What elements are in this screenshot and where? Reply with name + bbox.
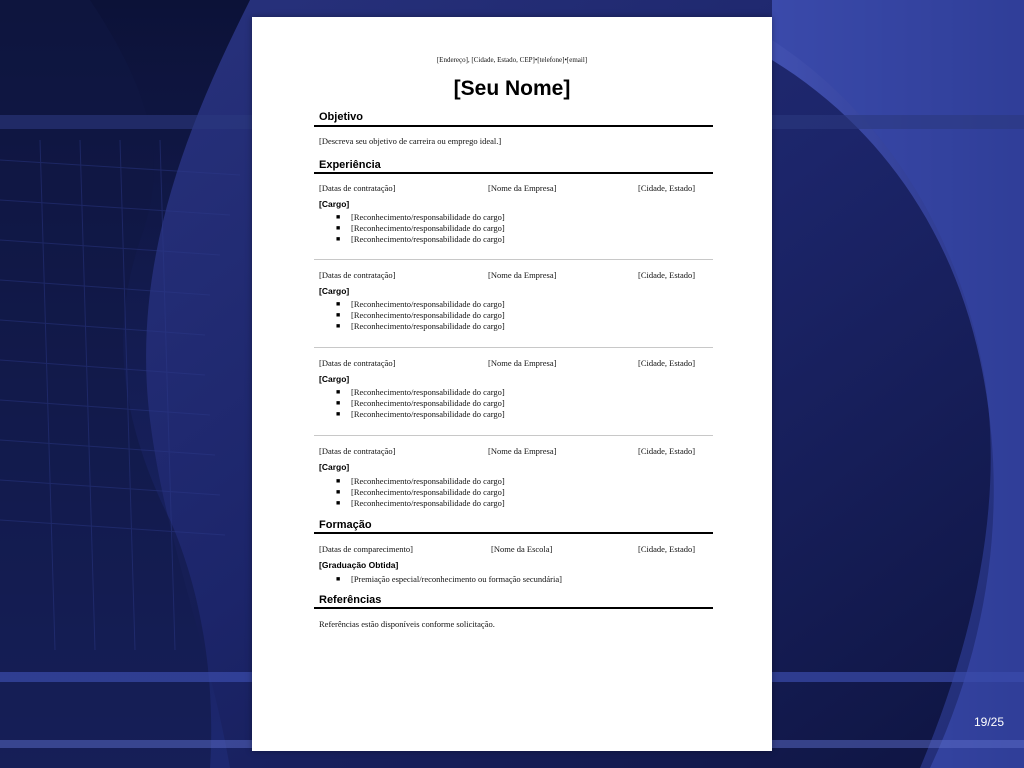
job-location: [Cidade, Estado] bbox=[638, 446, 696, 456]
job-bullet: [Reconhecimento/responsabilidade do cargo] bbox=[351, 409, 505, 419]
bullet-icon: ■ bbox=[336, 311, 341, 319]
education-location: [Cidade, Estado] bbox=[638, 544, 696, 554]
bullet-icon: ■ bbox=[336, 499, 341, 507]
job-bullet: [Reconhecimento/responsabilidade do cargo] bbox=[351, 498, 505, 508]
bullet-icon: ■ bbox=[336, 235, 341, 243]
bullet-icon: ■ bbox=[336, 322, 341, 330]
objective-rule bbox=[314, 125, 713, 127]
job-bullet: [Reconhecimento/responsabilidade do cargo] bbox=[351, 234, 505, 244]
bullet-icon: ■ bbox=[336, 300, 341, 308]
job-bullet: [Reconhecimento/responsabilidade do cargo] bbox=[351, 321, 505, 331]
job-bullet: [Reconhecimento/responsabilidade do cargo] bbox=[351, 212, 505, 222]
job-divider bbox=[314, 259, 713, 260]
bullet-icon: ■ bbox=[336, 575, 341, 583]
bullet-icon: ■ bbox=[336, 410, 341, 418]
education-bullet: [Premiação especial/reconhecimento ou formação secundária] bbox=[351, 574, 562, 584]
job-dates: [Datas de contratação] bbox=[319, 183, 396, 193]
job-role: [Cargo] bbox=[319, 462, 350, 472]
job-divider bbox=[314, 435, 713, 436]
education-rule bbox=[314, 532, 713, 534]
job-bullet: [Reconhecimento/responsabilidade do cargo] bbox=[351, 310, 505, 320]
experience-rule bbox=[314, 172, 713, 174]
resume-name: [Seu Nome] bbox=[453, 77, 571, 100]
education-dates: [Datas de comparecimento] bbox=[319, 544, 413, 554]
contact-line: [Endereço], [Cidade, Estado, CEP]•[telefone]•[email] bbox=[436, 56, 588, 64]
job-role: [Cargo] bbox=[319, 199, 350, 209]
bullet-icon: ■ bbox=[336, 388, 341, 396]
job-role: [Cargo] bbox=[319, 286, 350, 296]
job-company: [Nome da Empresa] bbox=[488, 446, 557, 456]
bullet-icon: ■ bbox=[336, 399, 341, 407]
job-dates: [Datas de contratação] bbox=[319, 358, 396, 368]
job-company: [Nome da Empresa] bbox=[488, 358, 557, 368]
job-bullet: [Reconhecimento/responsabilidade do cargo] bbox=[351, 299, 505, 309]
job-location: [Cidade, Estado] bbox=[638, 183, 696, 193]
bullet-icon: ■ bbox=[336, 213, 341, 221]
job-bullet: [Reconhecimento/responsabilidade do cargo] bbox=[351, 387, 505, 397]
job-bullet: [Reconhecimento/responsabilidade do cargo] bbox=[351, 223, 505, 233]
objective-text: [Descreva seu objetivo de carreira ou emprego ideal.] bbox=[319, 136, 502, 146]
references-rule bbox=[314, 607, 713, 609]
job-bullet: [Reconhecimento/responsabilidade do cargo] bbox=[351, 398, 505, 408]
job-location: [Cidade, Estado] bbox=[638, 358, 696, 368]
job-location: [Cidade, Estado] bbox=[638, 270, 696, 280]
job-bullet: [Reconhecimento/responsabilidade do cargo] bbox=[351, 476, 505, 486]
page-counter: 19/25 bbox=[974, 715, 1005, 729]
job-company: [Nome da Empresa] bbox=[488, 270, 557, 280]
job-role: [Cargo] bbox=[319, 374, 350, 384]
job-dates: [Datas de contratação] bbox=[319, 270, 396, 280]
experience-heading: Experiência bbox=[319, 159, 381, 171]
bullet-icon: ■ bbox=[336, 477, 341, 485]
job-company: [Nome da Empresa] bbox=[488, 183, 557, 193]
job-bullet: [Reconhecimento/responsabilidade do cargo] bbox=[351, 487, 505, 497]
objective-heading: Objetivo bbox=[319, 111, 364, 123]
job-divider bbox=[314, 347, 713, 348]
references-text: Referências estão disponíveis conforme solicitação. bbox=[319, 619, 495, 629]
bullet-icon: ■ bbox=[336, 224, 341, 232]
bullet-icon: ■ bbox=[336, 488, 341, 496]
education-degree: [Graduação Obtida] bbox=[319, 560, 399, 570]
references-heading: Referências bbox=[319, 594, 382, 606]
resume-document bbox=[252, 17, 772, 751]
job-dates: [Datas de contratação] bbox=[319, 446, 396, 456]
education-heading: Formação bbox=[319, 519, 372, 531]
education-school: [Nome da Escola] bbox=[491, 544, 553, 554]
